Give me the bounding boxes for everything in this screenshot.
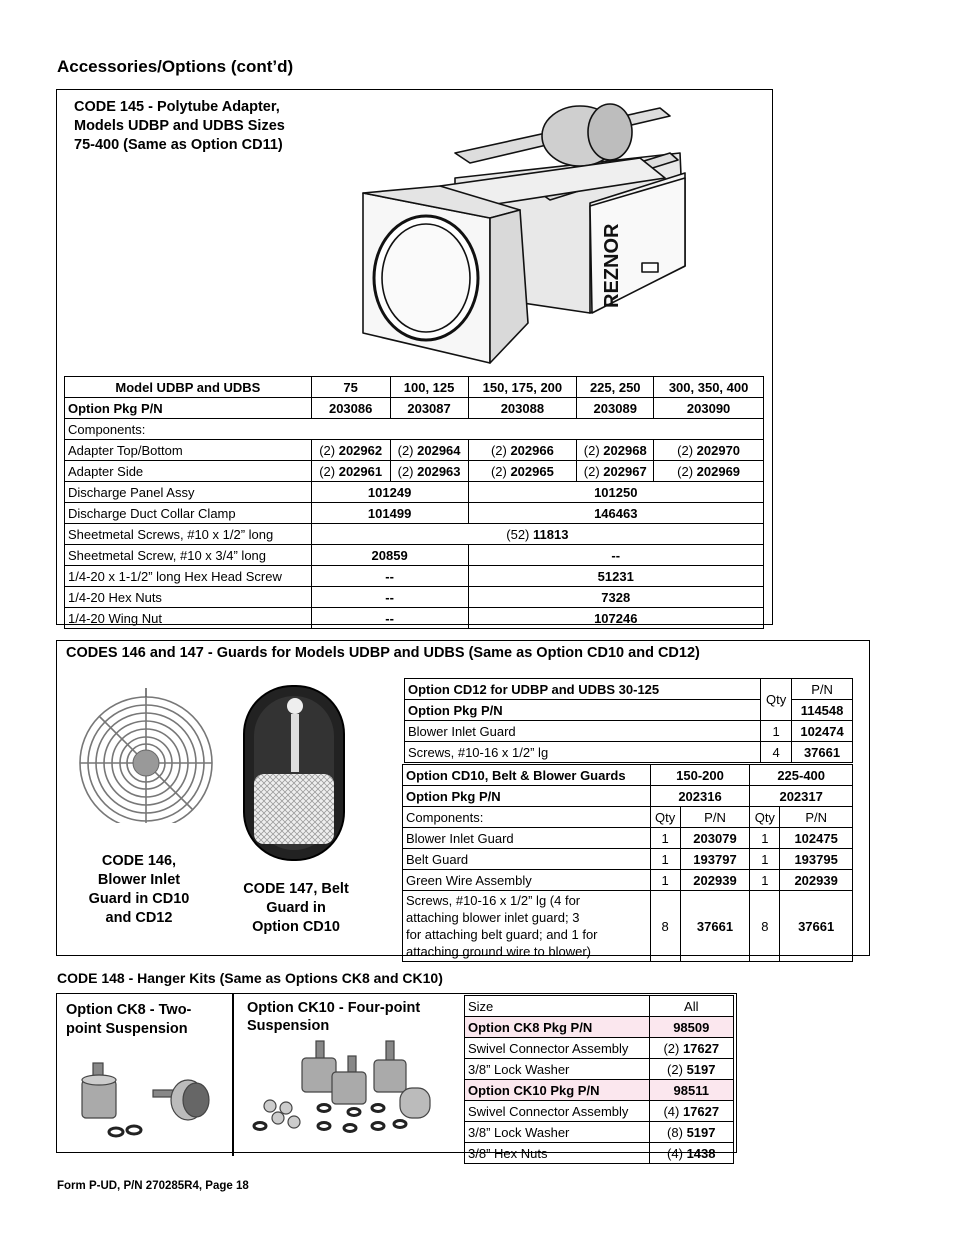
- row-label: Blower Inlet Guard: [405, 721, 761, 742]
- code146-caption: [80, 852, 198, 928]
- pn-header: P/N: [680, 807, 750, 828]
- part-number: 101249: [311, 482, 468, 503]
- row-label: Green Wire Assembly: [403, 870, 651, 891]
- pkg-cell: 203086: [311, 398, 390, 419]
- part-number: 202966: [510, 442, 554, 458]
- part-number: 202968: [603, 442, 647, 458]
- polytube-adapter-illustration: [360, 98, 695, 366]
- header-cell: 150, 175, 200: [468, 377, 577, 398]
- qty: (2): [583, 442, 600, 458]
- part-number: 5197: [686, 1061, 716, 1077]
- size-header: 150-200: [650, 765, 750, 786]
- caption-line: Option CD10: [252, 919, 340, 935]
- qty: (4): [663, 1103, 680, 1119]
- part-number: 202961: [338, 463, 383, 479]
- components-label: Components:: [403, 807, 651, 828]
- part-number: --: [468, 545, 763, 566]
- part-number: 193797: [680, 849, 750, 870]
- row-label: Sheetmetal Screws, #10 x 1/2” long: [65, 524, 312, 545]
- part-number: --: [311, 608, 468, 629]
- screws-line: for attaching belt guard; and 1 for: [406, 927, 598, 942]
- size-value: All: [649, 996, 733, 1017]
- part-number: 102475: [780, 828, 853, 849]
- qty: (2): [667, 1061, 683, 1077]
- caption-line: and CD12: [105, 910, 173, 926]
- row-label: Adapter Top/Bottom: [65, 440, 312, 461]
- part-number: 17627: [682, 1103, 720, 1119]
- caption-line: Suspension: [247, 1018, 330, 1034]
- pkg-cell: 114548: [792, 700, 853, 721]
- row-label: 1/4-20 Wing Nut: [65, 608, 312, 629]
- code145-title-line: Models UDBP and UDBS Sizes: [74, 118, 285, 134]
- qty: (2): [677, 463, 694, 479]
- row-label: Blower Inlet Guard: [403, 828, 651, 849]
- row-label: Option Pkg P/N: [65, 398, 312, 419]
- part-number: 51231: [468, 566, 763, 587]
- ck10-caption: [247, 999, 420, 1035]
- qty: (2): [319, 442, 336, 458]
- part-number: 37661: [680, 891, 750, 962]
- pn-header: P/N: [780, 807, 853, 828]
- code145-title-line: 75-400 (Same as Option CD11): [74, 137, 283, 153]
- row-label: Size: [465, 996, 650, 1017]
- ck10-swivel-connector-illustration: [250, 1038, 450, 1138]
- caption-line: Blower Inlet: [97, 872, 181, 888]
- qty: 8: [750, 891, 780, 962]
- pkg-cell: 203088: [468, 398, 577, 419]
- part-number: --: [311, 587, 468, 608]
- page-heading: Accessories/Options (cont’d): [57, 57, 294, 76]
- part-number: 146463: [468, 503, 763, 524]
- part-number: 202939: [780, 870, 853, 891]
- pkg-cell: 203090: [654, 398, 764, 419]
- row-label: Option Pkg P/N: [405, 700, 761, 721]
- page-footer: Form P-UD, P/N 270285R4, Page 18: [57, 1180, 249, 1192]
- row-label: Adapter Side: [65, 461, 312, 482]
- part-number: 101250: [468, 482, 763, 503]
- qty: 1: [750, 849, 780, 870]
- qty: (2): [490, 463, 507, 479]
- belt-guard-illustration: [240, 684, 350, 864]
- pkg-cell: 202316: [650, 786, 750, 807]
- qty: 8: [650, 891, 680, 962]
- caption-line: CODE 146,: [101, 853, 177, 869]
- pkg-cell: 203089: [577, 398, 654, 419]
- part-number: 193795: [780, 849, 853, 870]
- code146-147-title: CODES 146 and 147 - Guards for Models UDBP and UDBS (Same as Option CD10 and CD12): [66, 645, 700, 661]
- screws-description: [403, 891, 651, 962]
- qty: 4: [761, 742, 792, 763]
- screws-line: attaching ground wire to blower): [406, 944, 591, 959]
- ck8-swivel-connector-illustration: [78, 1060, 218, 1140]
- code148-divider: [232, 993, 234, 1156]
- pkg-cell: 203087: [390, 398, 468, 419]
- header-cell: 225, 250: [577, 377, 654, 398]
- row-label: Discharge Duct Collar Clamp: [65, 503, 312, 524]
- hanger-kits-table: [464, 995, 734, 1164]
- part-number: 202963: [417, 463, 461, 479]
- part-number: 17627: [682, 1040, 720, 1056]
- part-number: 202962: [338, 442, 383, 458]
- part-number: 202939: [680, 870, 750, 891]
- caption-line: point Suspension: [66, 1021, 188, 1037]
- cd10-title: Option CD10, Belt & Blower Guards: [403, 765, 651, 786]
- part-number: 11813: [533, 526, 569, 542]
- row-label: Option CK10 Pkg P/N: [465, 1080, 650, 1101]
- qty: (8): [667, 1124, 683, 1140]
- row-label: Belt Guard: [403, 849, 651, 870]
- qty-header: Qty: [761, 679, 792, 721]
- part-number: 202967: [603, 463, 647, 479]
- qty: (2): [490, 442, 507, 458]
- part-number: 202970: [696, 442, 741, 458]
- code147-caption: [236, 880, 356, 937]
- qty: (2): [397, 442, 414, 458]
- caption-line: Option CK8 - Two-: [66, 1002, 192, 1018]
- part-number: 202969: [696, 463, 741, 479]
- part-number: 1438: [686, 1145, 716, 1161]
- header-cell: 100, 125: [390, 377, 468, 398]
- part-number: 203079: [680, 828, 750, 849]
- code145-title-line: CODE 145 - Polytube Adapter,: [74, 99, 280, 115]
- caption-line: Option CK10 - Four-point: [247, 1000, 421, 1016]
- qty: (52): [506, 526, 530, 542]
- screws-line: Screws, #10-16 x 1/2” lg (4 for: [406, 893, 581, 908]
- components-label: Components:: [65, 419, 764, 440]
- code148-title: CODE 148 - Hanger Kits (Same as Options CK8 and CK10): [57, 970, 443, 986]
- qty: (2): [677, 442, 694, 458]
- reznor-brand: REZNOR: [601, 223, 623, 308]
- part-number: 107246: [468, 608, 763, 629]
- cd12-table: [404, 678, 853, 763]
- part-number: 7328: [468, 587, 763, 608]
- part-number: 202965: [510, 463, 554, 479]
- row-label: Swivel Connector Assembly: [465, 1038, 650, 1059]
- qty: 1: [750, 870, 780, 891]
- row-label: Option CK8 Pkg P/N: [465, 1017, 650, 1038]
- row-label: Swivel Connector Assembly: [465, 1101, 650, 1122]
- blower-inlet-guard-illustration: [74, 683, 220, 823]
- row-label: 1/4-20 Hex Nuts: [65, 587, 312, 608]
- ck8-caption: [66, 1001, 191, 1039]
- qty: 1: [761, 721, 792, 742]
- screws-line: attaching blower inlet guard; 3: [406, 910, 580, 925]
- part-number: --: [311, 566, 468, 587]
- part-number: 202964: [417, 442, 461, 458]
- qty: 1: [650, 849, 680, 870]
- part-number: 37661: [792, 742, 853, 763]
- qty: (2): [663, 1040, 680, 1056]
- header-cell: Model UDBP and UDBS: [65, 377, 312, 398]
- qty: 1: [650, 828, 680, 849]
- pkg-cell: 202317: [750, 786, 853, 807]
- row-label: Discharge Panel Assy: [65, 482, 312, 503]
- qty-header: Qty: [750, 807, 780, 828]
- cd12-title: Option CD12 for UDBP and UDBS 30-125: [405, 679, 761, 700]
- part-number: 102474: [792, 721, 853, 742]
- code145-title: [74, 98, 285, 155]
- row-label: 1/4-20 x 1-1/2” long Hex Head Screw: [65, 566, 312, 587]
- caption-line: CODE 147, Belt: [243, 881, 349, 897]
- qty: 1: [650, 870, 680, 891]
- part-number: 20859: [311, 545, 468, 566]
- pkg-cell: 98509: [649, 1017, 733, 1038]
- caption-line: Guard in: [266, 900, 326, 916]
- row-label: 3/8” Lock Washer: [465, 1059, 650, 1080]
- pn-header: P/N: [792, 679, 853, 700]
- cd10-table: [402, 764, 853, 962]
- qty: 1: [750, 828, 780, 849]
- row-label: Sheetmetal Screw, #10 x 3/4” long: [65, 545, 312, 566]
- part-number: 37661: [780, 891, 853, 962]
- qty: (4): [667, 1145, 683, 1161]
- row-label: Screws, #10-16 x 1/2” lg: [405, 742, 761, 763]
- size-header: 225-400: [750, 765, 853, 786]
- caption-line: Guard in CD10: [88, 891, 190, 907]
- header-cell: 300, 350, 400: [654, 377, 764, 398]
- code145-table: [64, 376, 764, 629]
- qty: (2): [319, 463, 336, 479]
- pkg-cell: 98511: [649, 1080, 733, 1101]
- row-label: 3/8” Lock Washer: [465, 1122, 650, 1143]
- part-number: 101499: [311, 503, 468, 524]
- part-number: 5197: [686, 1124, 716, 1140]
- row-label: Option Pkg P/N: [403, 786, 651, 807]
- header-cell: 75: [311, 377, 390, 398]
- qty: (2): [397, 463, 414, 479]
- qty-header: Qty: [650, 807, 680, 828]
- row-label: 3/8” Hex Nuts: [465, 1143, 650, 1164]
- qty: (2): [583, 463, 600, 479]
